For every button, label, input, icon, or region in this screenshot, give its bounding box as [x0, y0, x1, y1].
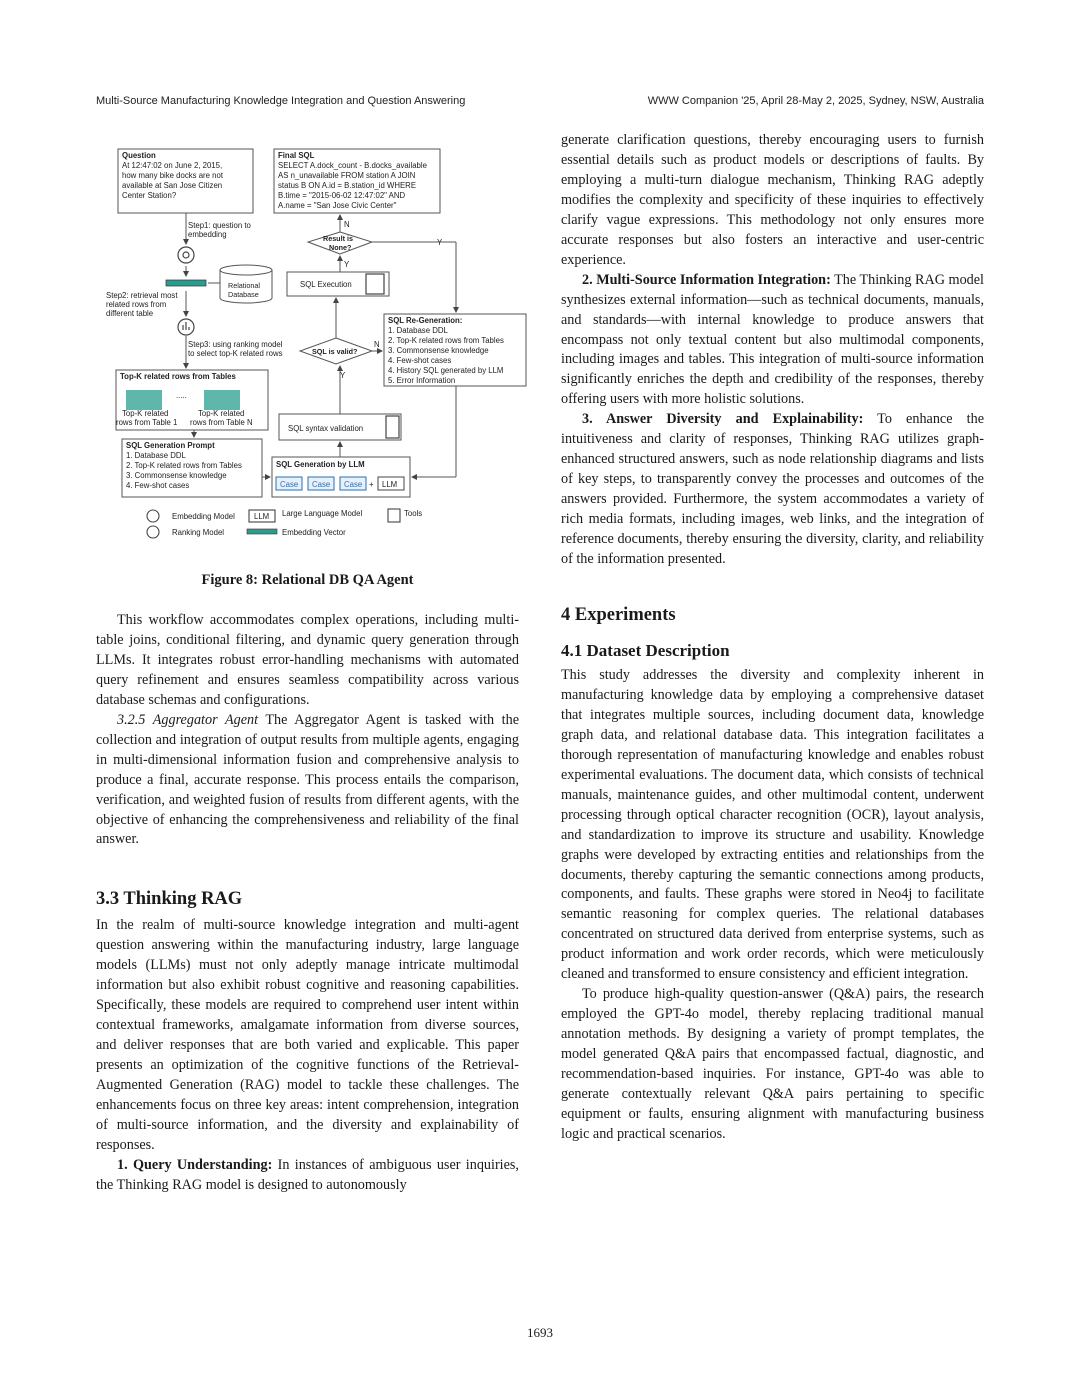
figure-relational-db-qa-agent [104, 146, 532, 546]
legend-large-language-model: Large Language Model [282, 509, 363, 518]
legend-embedding-vector: Embedding Vector [282, 528, 346, 537]
prompt-item: 4. Few-shot cases [126, 481, 190, 490]
final-sql-line: status B ON A.id = B.station_id WHERE [278, 181, 417, 190]
section-heading: 3.3 Thinking RAG [96, 889, 243, 910]
paragraph: This workflow accommodates complex operations, including multi-table joins, conditional filtering, and dynamic query generation through LLMs. It integrates robust error-handling mechanisms with automated query refinement and ensures seamless compatibility across various database schemas and configurations. [96, 612, 519, 708]
question-title: Question [122, 151, 156, 160]
step3-label: to select top-K related rows [188, 349, 283, 358]
topk-right-label: rows from Table N [190, 418, 253, 427]
regen-item: 4. Few-shot cases [388, 356, 452, 365]
result-label: None? [329, 243, 352, 252]
final-sql-line: AS n_unavailable FROM station A JOIN [278, 171, 416, 180]
paragraph: This study addresses the diversity and complexity inherent in manufacturing knowledge data by employing a comprehensive dataset that integrates multiple sources, including document data, knowledge graph data, and relational database data. This integration facilitates a thorough representation of manufacturing knowledge and enables robust experimental evaluations. The document data, which consists of technical manuals, maintenance guides, and other multimodal content, underwent processing through optical character recognition (OCR), layout analysis, and standardization to improve its structure and usability. Knowledge graphs were developed by extracting entities and relationships from the documents, thereby capturing the semantic connections among products, components, and faults. These graphs were stored in Neo4j to facilitate semantic reasoning for complex queries. The relational databases concentrated on structured data derived from enterprise systems, such as product information and work order records, which were meticulously cleaned and transformed to ensure consistency and efficient integration. [561, 666, 984, 983]
prompt-title: SQL Generation Prompt [126, 441, 215, 450]
question-line: how many bike docks are not [122, 171, 223, 180]
final-sql-line: SELECT A.dock_count - B.docks_available [278, 161, 427, 170]
step3-label: Step3: using ranking model [188, 340, 283, 349]
prompt-item: 1. Database DDL [126, 451, 186, 460]
topk-dots: ..... [176, 391, 187, 400]
final-sql-title: Final SQL [278, 151, 315, 160]
step2-label: Step2: retrieval most [106, 291, 178, 300]
topk-left-label: Top-K related [122, 409, 169, 418]
topk-title: Top-K related rows from Tables [120, 372, 236, 381]
legend-ranking-model: Ranking Model [172, 528, 225, 537]
n-label: N [374, 340, 380, 349]
syntax-validation-label: SQL syntax validation [288, 424, 364, 433]
paragraph: In the realm of multi-source knowledge integration and multi-agent question answering within the manufacturing industry, large language models (LLMs) must not only adeptly manage intricate multimodal information but also exhibit robust cognitive and reasoning capabilities. Specifically, these models are required to comprehend user intent within contextual frameworks, amalgamate information from diverse sources, and deliver responses that are both varied and explicable. This paper presents an optimization of the cognitive functions of the Retrieval-Augmented Generation (RAG) model to tackle these challenges. The enhancements focus on three key areas: intent comprehension, integration of multi-source information, and the diversity and explainability of responses. [96, 917, 519, 1153]
question-line: At 12:47:02 on June 2, 2015, [122, 161, 223, 170]
step1-label: embedding [188, 230, 227, 239]
tools-icon [366, 274, 384, 294]
paragraph: 3.2.5 Aggregator Agent The Aggregator Agent is tasked with the collection and integration of output results from multiple agents, engaging in multi-dimensional information fusion and comprehensive analysis to produce a final, accurate response. This process entails the comparison, verification, and weighted fusion of results from different agents, with the objective of enhancing the comprehensiveness and reliability of the final answer. [96, 711, 519, 848]
regen-item: 4. History SQL generated by LLM [388, 366, 504, 375]
paragraph: 2. Multi-Source Information Integration: The Thinking RAG model synthesizes external information—such as technical documents, manuals, and standards—with internal knowledge to produce answers that encompass not only textual content but also multimodal components, including images and tables. This integration of multi-source information significantly enriches the depth and credibility of the responses, thereby offering users with more holistic solutions. [561, 271, 984, 408]
table-n-icon [204, 390, 240, 410]
figure-caption: Figure 8: Relational DB QA Agent [201, 572, 414, 588]
result-label: Result is [323, 234, 353, 243]
step2-label: different table [106, 309, 154, 318]
running-header-right: WWW Companion '25, April 28-May 2, 2025, Sydney, NSW, Australia [647, 95, 984, 107]
y-label: Y [344, 260, 350, 269]
prompt-item: 2. Top-K related rows from Tables [126, 461, 242, 470]
legend-embedding-model: Embedding Model [172, 512, 235, 521]
final-sql-line: A.name = "San Jose Civic Center" [278, 201, 397, 210]
prompt-item: 3. Commonsense knowledge [126, 471, 227, 480]
sql-execution-label: SQL Execution [300, 280, 352, 289]
case-label: Case [312, 480, 331, 489]
regen-item: 1. Database DDL [388, 326, 448, 335]
paragraph: 3. Answer Diversity and Explainability: To enhance the intuitiveness and clarity of responses, Thinking RAG utilizes graph-enhanced structured answers, such as node relationship diagrams and lists of key steps, to transparently convey the processes and outcomes of the answers provided. Furthermore, the system accommodates a variety of rich media formats, including images, web links, and the integration of reference documents, thereby ensuring the diversity, clarity, and reliability of the information presented. [561, 411, 984, 568]
right-column [561, 131, 984, 1145]
step2-label: related rows from [106, 300, 167, 309]
run-in-heading: 1. Query Understanding: [117, 1156, 273, 1173]
y-label: Y [437, 238, 443, 247]
regen-title: SQL Re-Generation: [388, 316, 463, 325]
subsection-run-in-heading: 3.2.5 Aggregator Agent [117, 711, 259, 728]
sql-valid-label: SQL is valid? [312, 347, 358, 356]
regen-item: 2. Top-K related rows from Tables [388, 336, 504, 345]
running-header-left: Multi-Source Manufacturing Knowledge Integration and Question Answering [96, 95, 466, 107]
paragraph: To produce high-quality question-answer (Q&A) pairs, the research employed the GPT-4o model, thereby replacing traditional manual annotation methods. By designing a variety of prompt templates, the model generated Q&A pairs that encompassed factual, diagnostic, and recommendation-based inquiries. For instance, GPT-4o was able to generate contextually relevant Q&A pairs pertaining to specific equipment or faults, ensuring alignment with manufacturing business logic and practical scenarios. [561, 986, 984, 1142]
gen-title: SQL Generation by LLM [276, 460, 365, 469]
case-label: Case [344, 480, 363, 489]
paragraph: generate clarification questions, thereby encouraging users to furnish essential details such as product models or descriptions of faults. By employing a multi-turn dialogue mechanism, Thinking RAG adeptly modifies the complexity and specificity of these inquiries to effectively clarify vague expressions. This methodology not only ensures more accurate responses but also fosters an interactive and user-centric experience. [561, 132, 984, 268]
step1-label: Step1: question to [188, 221, 251, 230]
run-in-heading: 2. Multi-Source Information Integration: [582, 271, 831, 288]
llm-label: LLM [382, 480, 398, 489]
n-label: N [344, 220, 350, 229]
topk-right-label: Top-K related [198, 409, 245, 418]
table-1-icon [126, 390, 162, 410]
case-label: Case [280, 480, 299, 489]
legend-llm-box: LLM [254, 512, 270, 521]
question-line: Center Station? [122, 191, 177, 200]
subsection-heading: 4.1 Dataset Description [561, 640, 730, 660]
paragraph: 1. Query Understanding: In instances of ambiguous user inquiries, the Thinking RAG model is designed to autonomously [96, 1156, 519, 1193]
run-in-heading: 3. Answer Diversity and Explainability: [582, 411, 864, 428]
regen-item: 5. Error Information [388, 376, 456, 385]
embedding-vector-icon [166, 280, 206, 286]
legend-tools: Tools [404, 509, 423, 518]
left-column [96, 611, 519, 1196]
regen-item: 3. Commonsense knowledge [388, 346, 489, 355]
tools-icon [386, 416, 399, 438]
ranking-model-icon [178, 319, 194, 335]
relational-db-label: Database [228, 290, 259, 299]
page-number: 1693 [527, 1325, 553, 1340]
topk-left-label: rows from Table 1 [116, 418, 178, 427]
relational-db-label: Relational [228, 281, 260, 290]
final-sql-line: B.time = "2015-06-02 12:47:02" AND [278, 191, 406, 200]
plus-label: + [369, 480, 374, 489]
y-label: Y [340, 371, 346, 380]
section-heading: 4 Experiments [561, 604, 676, 625]
embedding-model-icon [178, 247, 194, 263]
question-line: available at San Jose Citizen [122, 181, 223, 190]
